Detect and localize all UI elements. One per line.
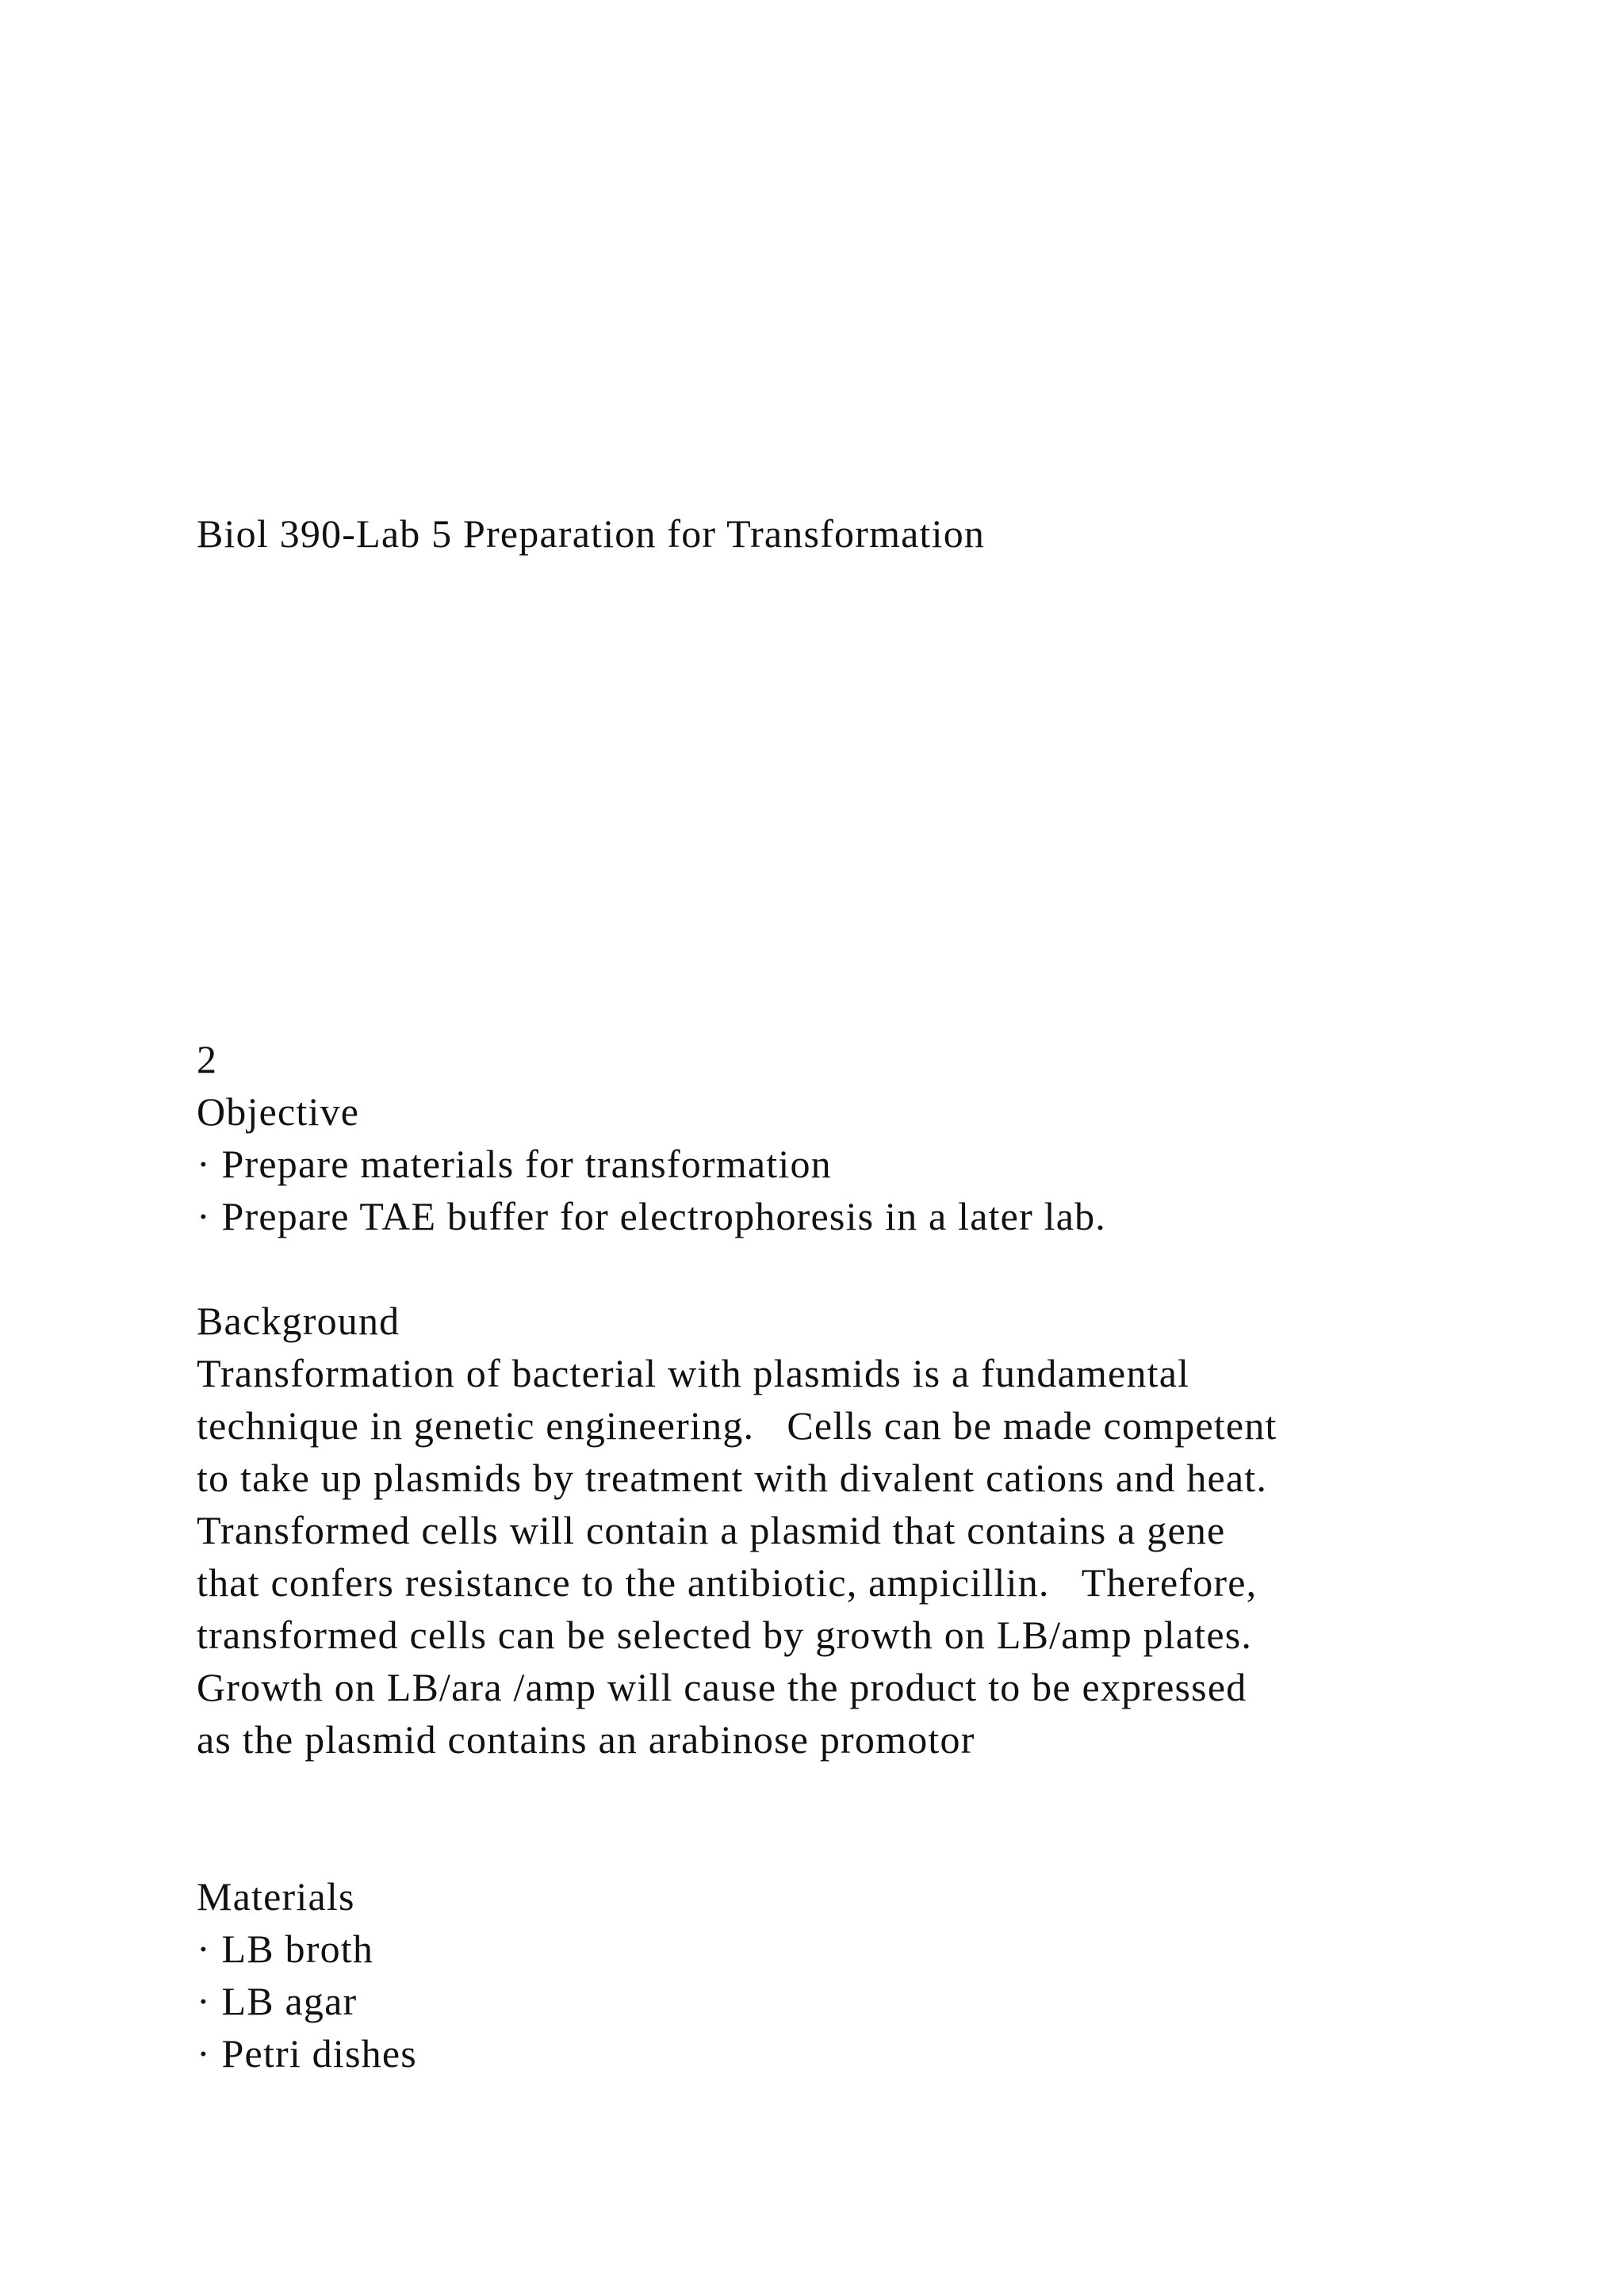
background-text-line: to take up plasmids by treatment with divalent cations and heat. [197,1456,1268,1500]
page-number: 2 [197,1037,218,1081]
materials-item: · LB agar [197,1979,358,2023]
materials-heading: Materials [197,1874,355,1919]
background-text-line: Growth on LB/ara /amp will cause the product to be expressed [197,1665,1247,1709]
materials-item: · Petri dishes [197,2031,417,2076]
background-text-line: technique in genetic engineering. Cells can be made competent [197,1403,1277,1448]
background-text-line: as the plasmid contains an arabinose promotor [197,1717,975,1762]
background-text-line: Transformed cells will contain a plasmid that contains a gene [197,1508,1226,1552]
materials-item: · LB broth [197,1927,374,1971]
document-title: Biol 390-Lab 5 Preparation for Transformation [197,511,986,556]
background-text-line: Transformation of bacterial with plasmids is a fundamental [197,1351,1190,1395]
objective-item: · Prepare TAE buffer for electrophoresis in a later lab. [197,1194,1107,1238]
background-text-line: transformed cells can be selected by growth on LB/amp plates. [197,1613,1253,1657]
background-text-line: that confers resistance to the antibiotic, ampicillin. Therefore, [197,1560,1258,1605]
objective-item: · Prepare materials for transformation [197,1142,832,1186]
objective-heading: Objective [197,1089,360,1134]
background-heading: Background [197,1299,400,1343]
